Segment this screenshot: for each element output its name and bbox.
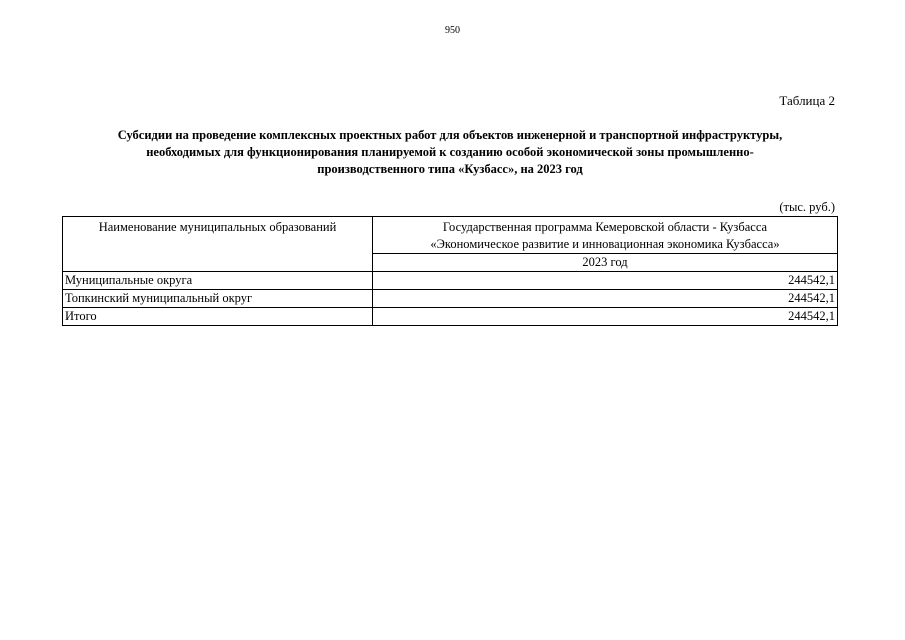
title-line-1: Субсидии на проведение комплексных проектных работ для объектов инженерной и транспортной инфраструктуры, xyxy=(117,128,783,142)
header-program-line-2: «Экономическое развитие и инновационная экономика Кузбасса» xyxy=(430,237,780,251)
title-line-3: производственного типа «Кузбасс», на 2023 год xyxy=(317,162,583,176)
table-label: Таблица 2 xyxy=(779,93,835,108)
header-program xyxy=(373,217,838,254)
row-value: 244542,1 xyxy=(373,272,838,290)
subsidies-table xyxy=(62,216,838,326)
page-number: 950 xyxy=(445,25,460,36)
table-header-row xyxy=(63,217,838,254)
units-label: (тыс. руб.) xyxy=(779,200,835,214)
header-program-line-1: Государственная программа Кемеровской области - Кузбасса xyxy=(442,220,768,234)
row-value: 244542,1 xyxy=(373,308,838,326)
row-name: Топкинский муниципальный округ xyxy=(63,290,373,308)
document-title xyxy=(62,127,838,178)
row-name: Муниципальные округа xyxy=(63,272,373,290)
header-municipality: Наименование муниципальных образований xyxy=(63,217,373,272)
table-row-total xyxy=(63,308,838,326)
row-value: 244542,1 xyxy=(373,290,838,308)
table-row xyxy=(63,290,838,308)
title-line-2: необходимых для функционирования планируемой к созданию особой экономической зоны промышленно- xyxy=(146,145,754,159)
header-year: 2023 год xyxy=(373,254,838,272)
row-name: Итого xyxy=(63,308,373,326)
table-row xyxy=(63,272,838,290)
